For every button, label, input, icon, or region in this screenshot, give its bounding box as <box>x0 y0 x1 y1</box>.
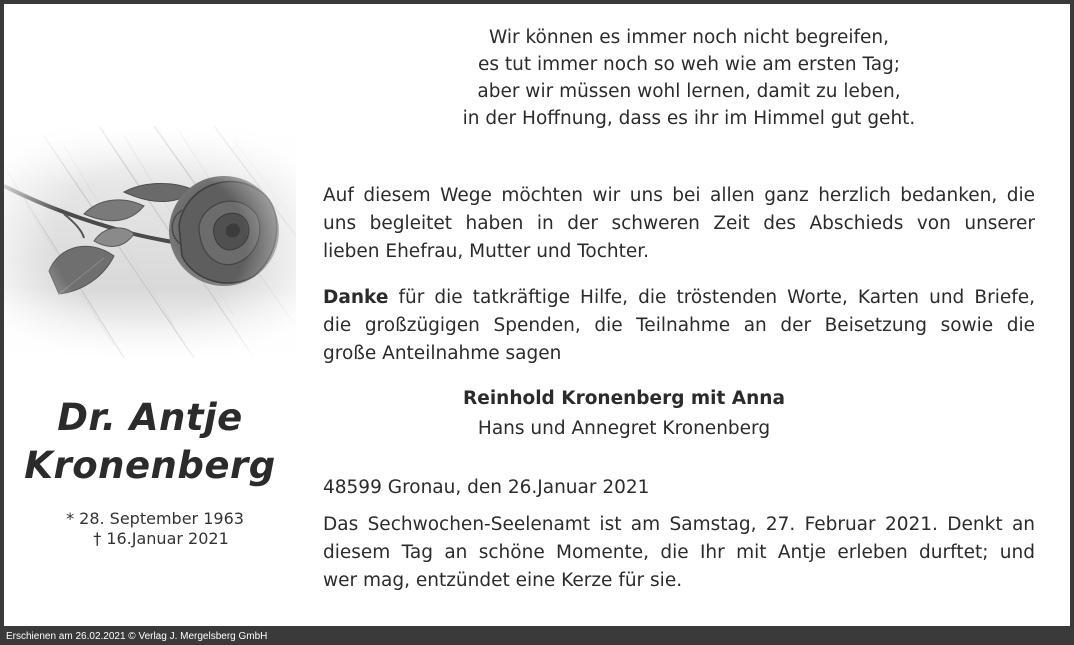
mass-line: Das Sechwochen-Seelenamt ist am Samstag, 27. Februar 2021. Denkt an <box>323 514 1035 535</box>
death-date: † 16.Januar 2021 <box>93 529 229 548</box>
deceased-name-line1: Dr. Antje <box>57 396 243 439</box>
danke-line-rest: für die tatkräftige Hilfe, die tröstenden Worte, Karten und Briefe, <box>388 287 1035 308</box>
birth-date: * 28. September 1963 <box>66 509 244 528</box>
mass-line: wer mag, entzündet eine Kerze für sie. <box>323 570 683 591</box>
poem-line: in der Hoffnung, dass es ihr im Himmel gut geht. <box>462 108 916 129</box>
signature-line: Hans und Annegret Kronenberg <box>477 418 771 439</box>
mass-line: diesem Tag an schöne Momente, die Ihr mit Antje erleben durftet; und <box>323 542 1035 563</box>
poem-line: Wir können es immer noch nicht begreifen, <box>488 27 890 48</box>
rose-photo <box>4 126 296 358</box>
signature-line: Reinhold Kronenberg mit Anna <box>463 388 785 409</box>
poem-line: es tut immer noch so weh wie am ersten Tag; <box>477 54 901 75</box>
danke-line: große Anteilnahme sagen <box>323 343 562 364</box>
publication-footer: Erschienen am 26.02.2021 © Verlag J. Mergelsberg GmbH <box>0 628 1074 645</box>
danke-paragraph <box>323 284 1035 368</box>
thanks-paragraph <box>323 182 1035 266</box>
poem <box>374 24 1004 132</box>
place-date-text: 48599 Gronau, den 26.Januar 2021 <box>323 477 650 498</box>
thanks-line: lieben Ehefrau, Mutter und Tochter. <box>323 241 650 262</box>
danke-bold-word: Danke <box>323 287 389 308</box>
obituary-card <box>4 4 1070 626</box>
thanks-line: uns begleitet haben in der schweren Zeit des Abschieds von unserer <box>323 213 1035 234</box>
danke-line <box>323 284 1035 312</box>
signature-block <box>374 384 874 444</box>
mass-paragraph <box>323 511 1035 595</box>
thanks-line: Auf diesem Wege möchten wir uns bei allen ganz herzlich bedanken, die <box>323 185 1035 206</box>
place-date <box>323 474 1035 502</box>
deceased-name-line2: Kronenberg <box>24 444 276 487</box>
poem-line: aber wir müssen wohl lernen, damit zu leben, <box>477 81 901 102</box>
danke-line: die großzügigen Spenden, die Teilnahme an der Beisetzung sowie die <box>323 315 1035 336</box>
